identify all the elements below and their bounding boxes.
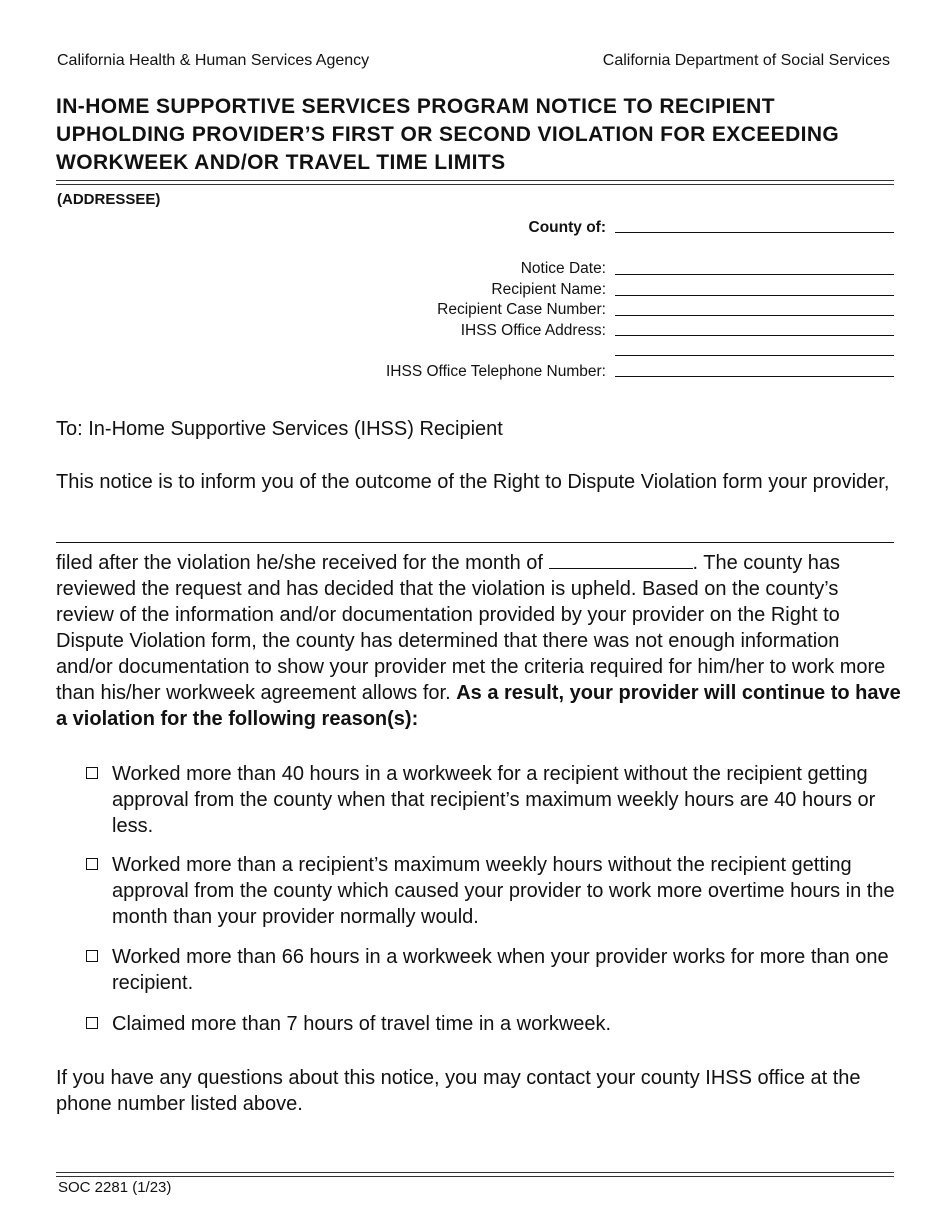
- footer-divider: [56, 1172, 894, 1177]
- provider-name-field[interactable]: [56, 542, 894, 543]
- reason-item: [86, 1011, 896, 1037]
- reason-text: Worked more than a recipient’s maximum weekly hours without the recipient getting approval from the county which caused your provider to work more overtime hours in the month than your provider normally would.: [112, 854, 895, 928]
- recipient-name-label: Recipient Name:: [491, 281, 606, 298]
- office-phone-label: IHSS Office Telephone Number:: [386, 363, 606, 380]
- agency-right: California Department of Social Services: [602, 52, 890, 69]
- form-number: SOC 2281 (1/23): [58, 1179, 172, 1196]
- main-paragraph: [56, 550, 901, 732]
- case-number-field[interactable]: [615, 315, 894, 316]
- county-field[interactable]: [615, 232, 894, 233]
- paragraph-start: filed after the violation he/she received for the month of: [56, 552, 543, 574]
- reason-checkbox-2[interactable]: [86, 858, 98, 870]
- to-line: To: In-Home Supportive Services (IHSS) Recipient: [56, 418, 503, 440]
- closing-paragraph: If you have any questions about this notice, you may contact your county IHSS office at the phone number listed above.: [56, 1067, 861, 1115]
- county-label: County of:: [528, 219, 606, 236]
- reason-checkbox-3[interactable]: [86, 950, 98, 962]
- office-address-field[interactable]: [615, 335, 894, 336]
- reason-text: Worked more than 66 hours in a workweek when your provider works for more than one recipient.: [112, 946, 889, 994]
- office-phone-field[interactable]: [615, 376, 894, 377]
- reason-text: Worked more than 40 hours in a workweek for a recipient without the recipient getting approval from the county when that recipient’s maximum weekly hours are 40 hours or less.: [112, 763, 876, 837]
- reason-text: Claimed more than 7 hours of travel time in a workweek.: [112, 1013, 612, 1035]
- recipient-name-field[interactable]: [615, 295, 894, 296]
- reason-item: [86, 761, 896, 839]
- intro-paragraph: This notice is to inform you of the outcome of the Right to Dispute Violation form your provider,: [56, 471, 890, 493]
- case-number-label: Recipient Case Number:: [437, 301, 606, 318]
- paragraph-bold: As a result, your provider will continue to have a violation for the following reason(s):: [56, 682, 901, 730]
- agency-left: California Health & Human Services Agency: [57, 52, 370, 69]
- office-address-field-line2[interactable]: [615, 355, 894, 356]
- addressee: (ADDRESSEE): [57, 191, 161, 208]
- month-field[interactable]: [549, 550, 693, 569]
- reason-item: [86, 944, 896, 996]
- reason-checkbox-4[interactable]: [86, 1017, 98, 1029]
- paragraph-rest: . The county has reviewed the request and has decided that the violation is upheld. Based on the county’s review of the information and/or documentation provided by your provider on the Right to Dispute Violation form, the county has determined that there was not enough information and/or documentation to show your provider met the criteria required for him/her to work more than his/her workweek agreement allows for.: [56, 552, 886, 704]
- notice-date-label: Notice Date:: [520, 260, 606, 277]
- reason-item: [86, 852, 896, 930]
- notice-date-field[interactable]: [615, 274, 894, 275]
- page-title: IN-HOME SUPPORTIVE SERVICES PROGRAM NOTICE TO RECIPIENT UPHOLDING PROVIDER’S FIRST OR SECOND VIOLATION FOR EXCEEDING WORKWEEK AND/OR TRAVEL TIME LIMITS: [56, 95, 840, 174]
- reason-checkbox-1[interactable]: [86, 767, 98, 779]
- title-divider: [56, 180, 894, 185]
- office-address-label: IHSS Office Address:: [460, 322, 606, 339]
